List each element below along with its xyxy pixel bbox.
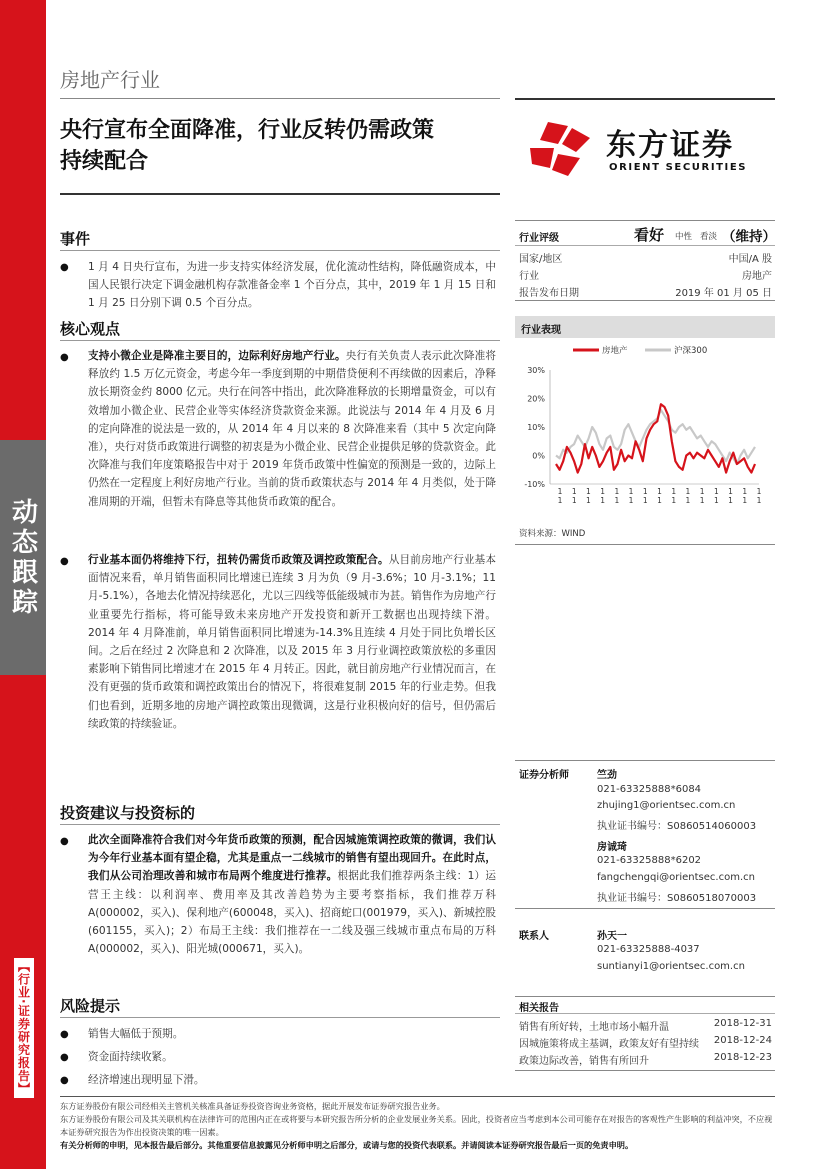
analyst-email[interactable]: fangchengqi@orientsec.com.cn [597, 872, 755, 883]
info-key: 国家/地区 [519, 254, 563, 265]
core-p2-text: 从目前房地产行业基本面情况来看，单月销售面积同比增速已连续 3 月为负（9 月-3.6%；10 月-3.1%；11 月-5.1%），各地去化情况持续恶化，尤以三四线等低能级城市为甚。销售作为房地产行业重要先行指标，将可能导致未来房地产开发投资和新开工数据也出现持续下滑。2014 年 4 月降准前，单月销售面积同比增速为-14.3%且连续 4 月处于同比负增长区间。之后在经过 2 次降息和 2 次降准，以及 2015 年 3 月行业调控政策放松的多重因素影响下销售同比增速才在 2015 年 4 月转正。因此，就目前房地产行业情况而言，在没有更强的货币政策和调控政策出台的情况下，将很难复制 2015 年的行业走势。但我们也看到，近期多地的房地产调控政策出现微调，这是行业积极向好的信号，但仍需后续政策的持续验证。 [88, 554, 497, 730]
info-value: 2019 年 01 月 05 日 [675, 288, 772, 299]
report-type-label: 动态跟踪 [0, 440, 46, 675]
invest-rule [60, 824, 500, 825]
core-p2-bold: 行业基本面仍将维持下行，扭转仍需货币政策及调控政策配合。 [88, 554, 389, 566]
x-tick-label: 1 [728, 496, 733, 505]
risk-heading: 风险提示 [60, 997, 121, 1015]
info-value: 中国/A 股 [728, 254, 772, 265]
contact-phone: 021-63325888-4037 [597, 944, 700, 955]
info-key: 报告发布日期 [519, 288, 579, 299]
core-rule [60, 340, 500, 341]
page-title [60, 115, 500, 177]
related-report-date: 2018-12-23 [713, 1052, 772, 1063]
invest-body: 根据此我们推荐两条主线：1）运营王主线：以利润率、费用率及其改善趋势为主要考察指标，我们推荐万科 A(000002，买入)、保利地产(600048，买入)、招商蛇口(001979，买入)、新城控股(601155，买入)；2）布局王主线：我们推荐在一二线及强三线城市重点布局的万科 A(000002，买入)、阳光城(000671，买入)。 [88, 870, 497, 956]
analyst-rule [515, 760, 775, 761]
x-tick-label: 1 [685, 487, 691, 496]
rating-value: 看好 [634, 226, 665, 244]
series-line-沪深300 [556, 410, 755, 464]
related-report-title[interactable]: 销售有所好转，土地市场小幅升温 [519, 1022, 669, 1033]
x-tick-label: 1 [728, 487, 733, 496]
contact-label: 联系人 [519, 931, 549, 942]
analyst-cert: 执业证书编号：S0860518070003 [597, 893, 757, 904]
x-tick-label: 1 [671, 487, 677, 496]
x-tick-label: 1 [657, 496, 662, 505]
contact-email[interactable]: suntianyi1@orientsec.com.cn [597, 961, 745, 972]
chart-title: 行业表现 [521, 325, 561, 336]
footer-line-1: 东方证券股份有限公司经相关主管机关核准具备证券投资咨询业务资格，据此开展发布证券研究报告业务。 [60, 1101, 445, 1111]
sector-label: 房地产行业 [60, 68, 160, 92]
y-tick-label: 20% [527, 394, 545, 404]
x-tick-label: 1 [642, 487, 648, 496]
y-tick-label: 30% [527, 366, 545, 375]
x-tick-label: 1 [586, 496, 591, 505]
x-tick-label: 1 [642, 496, 648, 505]
chart-rule-bottom [515, 544, 775, 545]
y-tick-label: 10% [527, 423, 545, 432]
y-tick-label: -10% [524, 480, 545, 489]
related-rule-mid [515, 1013, 775, 1014]
x-tick-label: 1 [628, 487, 634, 496]
industry-performance-chart [515, 340, 775, 510]
x-tick-label: 1 [699, 487, 705, 496]
x-tick-label: 1 [699, 496, 705, 505]
related-report-date: 2018-12-24 [713, 1035, 772, 1046]
rating-rule-top [515, 220, 775, 221]
risk-rule [60, 1017, 500, 1018]
x-tick-label: 1 [586, 487, 591, 496]
footer-disclaimer [60, 1100, 775, 1152]
risk-item-2: 资金面持续收紧。 [88, 1051, 173, 1063]
logo-text-cn: 东方证券 [606, 128, 734, 163]
invest-text [88, 831, 496, 958]
event-rule [60, 250, 500, 251]
x-tick-label: 1 [657, 487, 662, 496]
core-heading: 核心观点 [60, 320, 121, 338]
x-tick-label: 1 [671, 496, 677, 505]
analyst-label: 证券分析师 [519, 770, 569, 781]
x-tick-label: 1 [685, 496, 691, 505]
x-tick-label: 1 [614, 496, 620, 505]
bullet-dot: ● [60, 1029, 69, 1040]
analyst-cert: 执业证书编号：S0860514060003 [597, 821, 757, 832]
contact-rule [515, 908, 775, 909]
x-tick-label: 1 [557, 487, 563, 496]
x-tick-label: 1 [713, 487, 719, 496]
chart-source: 资料来源：WIND [519, 529, 586, 539]
rating-status: （维持） [722, 229, 776, 245]
related-report-title[interactable]: 因城施策将成主基调，政策友好有望持续 [519, 1039, 699, 1050]
x-tick-label: 1 [756, 496, 762, 505]
rating-rule-mid [515, 245, 775, 246]
footer-line-3: 有关分析师的申明，见本报告最后部分。其他重要信息披露见分析师申明之后部分，或请与您的投资代表联系。并请阅读本证券研究报告最后一页的免责申明。 [60, 1140, 634, 1150]
event-text: 1 月 4 日央行宣布，为进一步支持实体经济发展，优化流动性结构，降低融资成本，中国人民银行决定下调金融机构存款准备金率 1 个百分点，其中，2019 年 1 月 15 日和 1 月 25 日分别下调 0.5 个百分点。 [88, 261, 496, 310]
bullet-dot: ● [60, 352, 69, 363]
x-tick-label: 1 [600, 496, 606, 505]
orient-logo-icon [528, 120, 594, 178]
analyst-phone: 021-63325888*6202 [597, 855, 702, 866]
x-tick-label: 1 [614, 487, 620, 496]
bullet-dot: ● [60, 556, 69, 567]
event-heading: 事件 [60, 230, 91, 248]
invest-bold: 此次全面降准符合我们对今年货币政策的预测，配合因城施策调控政策的微调，我们认为今年行业基本面有望企稳，尤其是重点一二线城市的销售有望出现回升。在此时点，我们从公司治理改善和城市布局两个维度进行推荐。 [88, 834, 496, 883]
title-line-1: 央行宣布全面降准，行业反转仍需政策 [60, 118, 435, 143]
risk-item-1: 销售大幅低于预期。 [88, 1028, 184, 1040]
header-rule [60, 98, 500, 99]
core-para-2 [88, 551, 496, 733]
x-tick-label: 1 [571, 496, 577, 505]
y-tick-label: 0% [532, 451, 545, 461]
bullet-dot: ● [60, 262, 69, 273]
footer-rule [60, 1096, 775, 1097]
legend-label: 房地产 [602, 346, 628, 356]
footer-line-2: 东方证券股份有限公司及其关联机构在法律许可的范围内正在或将要与本研究报告所分析的企业发展业务关系。因此，投资者应当考虑到本公司可能存在对报告的客观性产生影响的利益冲突，不应视本证券研究报告为作出投资决策的唯一因素。 [60, 1114, 773, 1137]
related-report-date: 2018-12-31 [713, 1018, 772, 1029]
title-rule [60, 193, 500, 195]
core-para-1 [88, 347, 496, 511]
rating-rule-bottom [515, 300, 775, 301]
invest-heading: 投资建议与投资标的 [60, 804, 196, 822]
related-report-title[interactable]: 政策边际改善，销售有所回升 [519, 1056, 649, 1067]
core-p1-text: 央行有关负责人表示此次降准将释放约 1.5 万亿元资金，考虑今年一季度到期的中期借贷便利不再续做的因素后，净释放长期资金约 8000 亿元。央行在问答中指出，此次降准释放的长期增量资金，可以有效增加小微企业、民营企业等实体经济贷款资金来源。此说法与 2014 年 4 月及 6 月的定向降准的说法是一致的，从 2014 年 4 月以来的 8 次降准来看（其中 5 次定向降准），央行对货币政策进行调整的初衷是为小微企业、民营企业提供足够的贷款资金。此次降准与我们年度策略报告中对于 2019 年货币政策中性偏宽的预测是一致的，边际上仍然在一定程度上利好房地产行业。当前的货币政策状态与 2014 年 4 月类似，处于降准周期的开端，但暂未有降息等其他货币政策的配合。 [88, 350, 497, 508]
related-rule-bottom [515, 1070, 775, 1071]
rating-opt-neutral: 中性 [675, 232, 693, 242]
x-tick-label: 1 [713, 496, 719, 505]
legend-label: 沪深300 [674, 346, 708, 356]
header-rule-right [515, 98, 775, 100]
x-tick-label: 1 [571, 487, 577, 496]
related-rule-top [515, 996, 775, 997]
rating-opt-negative: 看淡 [700, 232, 718, 242]
core-p1-bold: 支持小微企业是降准主要目的，边际利好房地产行业。 [88, 350, 346, 362]
x-tick-label: 1 [756, 487, 762, 496]
bullet-dot: ● [60, 1075, 69, 1086]
info-value: 房地产 [742, 271, 772, 282]
rating-label: 行业评级 [519, 233, 559, 244]
report-series-label: 【行业·证券研究报告】 [14, 958, 34, 1098]
x-tick-label: 1 [628, 496, 634, 505]
series-line-房地产 [556, 404, 755, 472]
analyst-email[interactable]: zhujing1@orientsec.com.cn [597, 800, 736, 811]
contact-name: 孙天一 [597, 931, 627, 942]
logo-text-en: ORIENT SECURITIES [609, 162, 748, 173]
x-tick-label: 1 [742, 487, 748, 496]
title-line-2: 持续配合 [60, 149, 149, 174]
bullet-dot: ● [60, 1052, 69, 1063]
analyst-name: 房诚琦 [597, 842, 627, 853]
bullet-dot: ● [60, 836, 69, 847]
x-tick-label: 1 [742, 496, 748, 505]
risk-item-3: 经济增速出现明显下滑。 [88, 1074, 205, 1086]
x-tick-label: 1 [600, 487, 606, 496]
analyst-name: 竺劲 [597, 770, 617, 781]
x-tick-label: 1 [557, 496, 563, 505]
analyst-phone: 021-63325888*6084 [597, 784, 702, 795]
info-key: 行业 [519, 271, 539, 282]
related-heading: 相关报告 [519, 1003, 559, 1014]
